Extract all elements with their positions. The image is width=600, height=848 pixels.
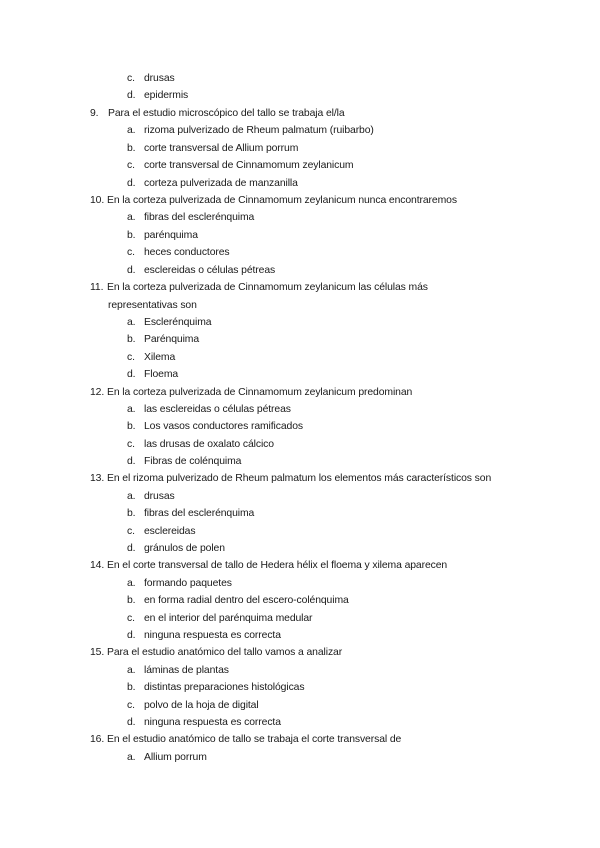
option-letter: a. (127, 212, 136, 223)
option-letter: c. (127, 73, 135, 84)
option-text: en el interior del parénquima medular (144, 613, 313, 624)
option-text: Los vasos conductores ramificados (144, 421, 303, 432)
option-text: las esclereidas o células pétreas (144, 404, 291, 415)
question-text: En el rizoma pulverizado de Rheum palmatum los elementos más característicos son (107, 473, 492, 484)
option-text: fibras del esclerénquima (144, 508, 255, 519)
question-text: En la corteza pulverizada de Cinnamomum zeylanicum las células más (107, 282, 428, 293)
option-text: en forma radial dentro del escero-colénquima (144, 595, 349, 606)
option-letter: a. (127, 125, 136, 136)
option-letter: a. (127, 317, 136, 328)
option-letter: c. (127, 526, 135, 537)
question-number: 9. (90, 108, 99, 119)
option-letter: d. (127, 717, 136, 728)
option-text: las drusas de oxalato cálcico (144, 439, 274, 450)
option-text: ninguna respuesta es correcta (144, 717, 281, 728)
option-text: rizoma pulverizado de Rheum palmatum (ruibarbo) (144, 125, 374, 136)
question-text: En el corte transversal de tallo de Hedera hélix el floema y xilema aparecen (107, 560, 448, 571)
option-text: ninguna respuesta es correcta (144, 630, 281, 641)
option-text: formando paquetes (144, 578, 232, 589)
option-text: Floema (144, 369, 179, 380)
option-letter: c. (127, 700, 135, 711)
question-number: 12. (90, 387, 105, 398)
option-text: Fibras de colénquima (144, 456, 242, 467)
question-text-continued: representativas son (108, 300, 197, 311)
option-text: parénquima (144, 230, 198, 241)
question-text: Para el estudio microscópico del tallo se trabaja el/la (108, 108, 345, 119)
option-letter: c. (127, 160, 135, 171)
option-letter: d. (127, 543, 136, 554)
option-letter: d. (127, 90, 136, 101)
option-letter: c. (127, 247, 135, 258)
question-text: Para el estudio anatómico del tallo vamos a analizar (107, 647, 343, 658)
option-letter: d. (127, 369, 136, 380)
option-letter: b. (127, 595, 136, 606)
option-letter: c. (127, 613, 135, 624)
question-number: 14. (90, 560, 105, 571)
option-text: láminas de plantas (144, 665, 229, 676)
option-letter: c. (127, 439, 135, 450)
option-letter: d. (127, 265, 136, 276)
option-letter: d. (127, 178, 136, 189)
option-letter: c. (127, 352, 135, 363)
option-text: corte transversal de Cinnamomum zeylanicum (144, 160, 354, 171)
option-letter: b. (127, 421, 136, 432)
option-letter: a. (127, 665, 136, 676)
question-text: En la corteza pulverizada de Cinnamomum zeylanicum nunca encontraremos (107, 195, 457, 206)
option-text: drusas (144, 491, 175, 502)
option-letter: d. (127, 456, 136, 467)
option-letter: a. (127, 491, 136, 502)
question-text: En la corteza pulverizada de Cinnamomum zeylanicum predominan (107, 387, 413, 398)
option-letter: d. (127, 630, 136, 641)
question-number: 11. (90, 282, 104, 293)
option-text: esclereidas o células pétreas (144, 265, 276, 276)
option-text: epidermis (144, 90, 189, 101)
option-text: distintas preparaciones histológicas (144, 682, 305, 693)
option-text: corteza pulverizada de manzanilla (144, 178, 298, 189)
option-text: heces conductores (144, 247, 230, 258)
option-letter: a. (127, 404, 136, 415)
question-number: 13. (90, 473, 105, 484)
question-text: En el estudio anatómico de tallo se trabaja el corte transversal de (107, 734, 402, 745)
option-text: Allium porrum (144, 752, 207, 763)
option-text: Parénquima (144, 334, 200, 345)
option-letter: b. (127, 682, 136, 693)
option-letter: b. (127, 230, 136, 241)
question-number: 16. (90, 734, 105, 745)
option-text: corte transversal de Allium porrum (144, 143, 299, 154)
option-text: gránulos de polen (144, 543, 225, 554)
option-letter: a. (127, 578, 136, 589)
option-letter: b. (127, 334, 136, 345)
option-text: esclereidas (144, 526, 196, 537)
option-text: Xilema (144, 352, 176, 363)
option-text: drusas (144, 73, 175, 84)
option-letter: a. (127, 752, 136, 763)
question-number: 10. (90, 195, 105, 206)
option-text: fibras del esclerénquima (144, 212, 255, 223)
option-text: Esclerénquima (144, 317, 212, 328)
question-number: 15. (90, 647, 105, 658)
option-letter: b. (127, 143, 136, 154)
option-text: polvo de la hoja de digital (144, 700, 259, 711)
option-letter: b. (127, 508, 136, 519)
